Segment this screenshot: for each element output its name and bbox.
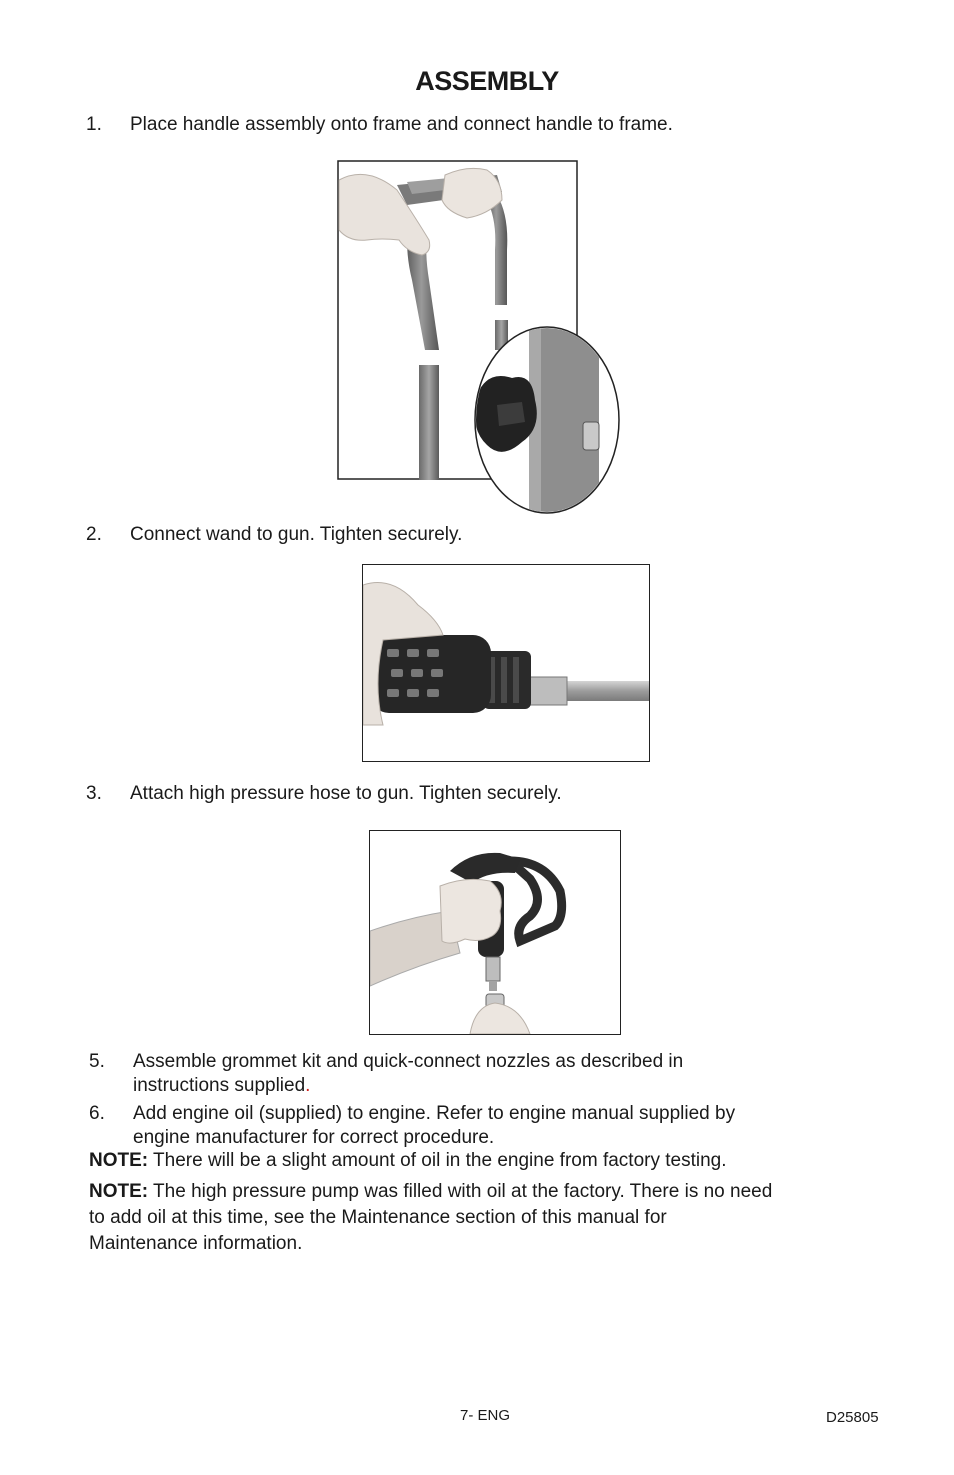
step-1 (86, 113, 906, 137)
step-text: Connect wand to gun. Tighten securely. (130, 524, 463, 545)
step-number: 2. (86, 524, 102, 545)
wand-gun-illustration (363, 565, 649, 761)
note-label: NOTE: (89, 1181, 149, 1202)
hose-gun-illustration (370, 831, 620, 1034)
figure-hose-to-gun (369, 830, 621, 1035)
figure-wand-to-gun (362, 564, 650, 762)
note-text-line-1: The high pressure pump was filled with oil at the factory. There is no need (148, 1181, 773, 1202)
figure-handle-assembly (337, 160, 622, 520)
step-3 (86, 782, 906, 806)
step-text: Attach high pressure hose to gun. Tighten securely. (130, 783, 562, 804)
page-title: ASSEMBLY (415, 66, 559, 96)
step-6 (89, 1102, 909, 1150)
note-oil-testing (89, 1148, 919, 1174)
handle-assembly-illustration (337, 160, 622, 520)
step-5 (89, 1050, 909, 1098)
document-id: D25805 (826, 1409, 879, 1426)
step-number: 3. (86, 783, 102, 804)
step-text-line-1: Add engine oil (supplied) to engine. Refer to engine manual supplied by (133, 1103, 736, 1124)
note-text: There will be a slight amount of oil in the engine from factory testing. (148, 1150, 727, 1171)
note-pump-oil (89, 1179, 919, 1257)
step-text: Place handle assembly onto frame and connect handle to frame. (130, 114, 673, 135)
step-number: 1. (86, 114, 102, 135)
step-text-line-2-main: instructions supplied (133, 1075, 306, 1096)
step-text-line-2-tail: . (305, 1075, 311, 1096)
step-number: 6. (89, 1103, 105, 1124)
step-number: 5. (89, 1051, 105, 1072)
step-2 (86, 523, 906, 547)
page-number: 7- ENG (460, 1407, 511, 1424)
note-text-line-3: Maintenance information. (89, 1233, 303, 1254)
step-text-line-2: engine manufacturer for correct procedure. (133, 1127, 495, 1148)
step-text-line-1: Assemble grommet kit and quick-connect nozzles as described in (133, 1051, 684, 1072)
note-text-line-2: to add oil at this time, see the Maintenance section of this manual for (89, 1207, 667, 1228)
note-label: NOTE: (89, 1150, 149, 1171)
step-text-line-2 (133, 1074, 310, 1098)
